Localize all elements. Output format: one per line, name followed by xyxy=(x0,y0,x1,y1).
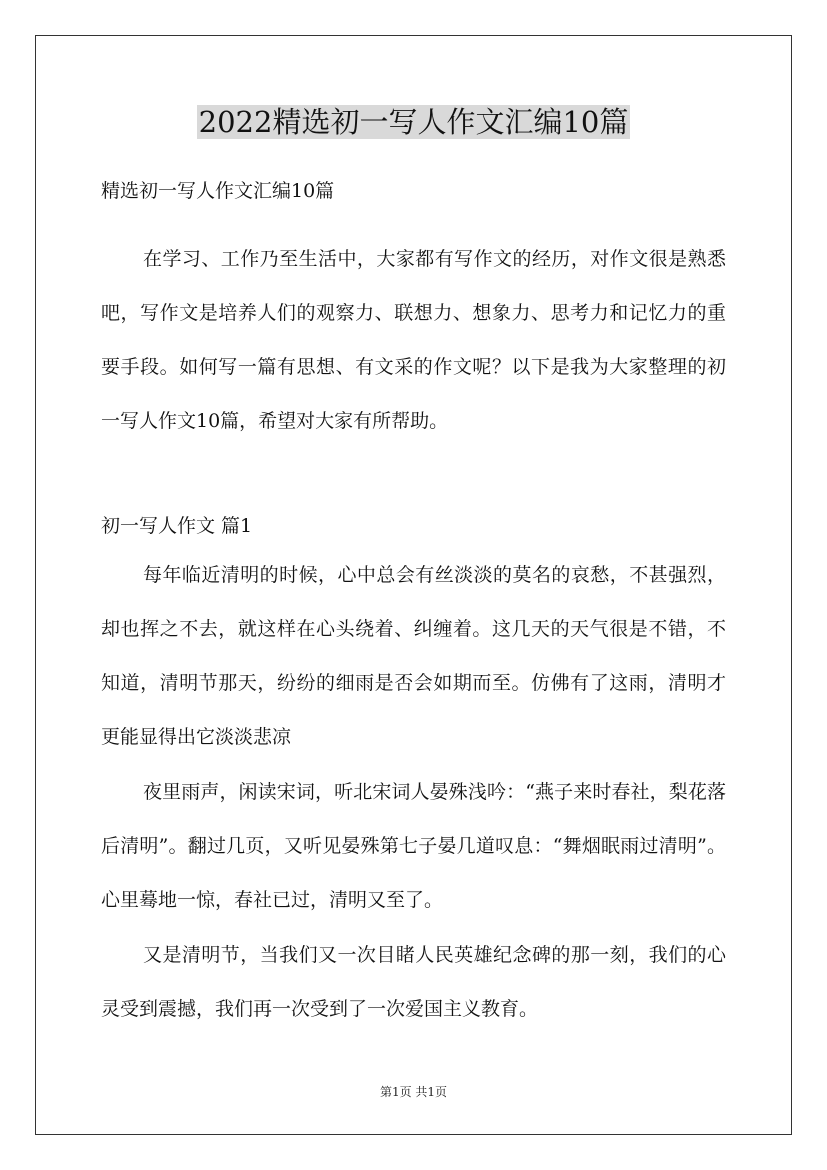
document-title-text: 2022精选初一写人作文汇编10篇 xyxy=(198,105,629,139)
body-paragraph-2: 夜里雨声，闲读宋词，听北宋词人晏殊浅吟：“燕子来时春社，梨花落后清明”。翻过几页，又听见晏殊第七子晏几道叹息：“舞烟眠雨过清明”。心里蓦地一惊，春社已过，清明又至了。 xyxy=(101,781,726,911)
body-paragraph-1: 每年临近清明的时候，心中总会有丝淡淡的莫名的哀愁，不甚强烈，却也挥之不去，就这样在心头绕着、纠缠着。这几天的天气很是不错，不知道，清明节那天，纷纷的细雨是否会如期而至。仿佛有了这雨，清明才更能显得出它淡淡悲凉 xyxy=(101,564,726,748)
intro-paragraph: 在学习、工作乃至生活中，大家都有写作文的经历，对作文很是熟悉吧，写作文是培养人们的观察力、联想力、想象力、思考力和记忆力的重要手段。如何写一篇有思想、有文采的作文呢？以下是我为大家整理的初一写人作文10篇，希望对大家有所帮助。 xyxy=(101,248,726,432)
document-title xyxy=(0,102,827,142)
section-heading: 初一写人作文 篇1 xyxy=(101,515,253,537)
body-paragraph-3: 又是清明节，当我们又一次目睹人民英雄纪念碑的那一刻，我们的心灵受到震撼，我们再一次受到了一次爱国主义教育。 xyxy=(101,944,726,1020)
document-body xyxy=(101,178,726,1036)
document-subtitle: 精选初一写人作文汇编10篇 xyxy=(101,180,335,202)
page-number-footer: 第1页 共1页 xyxy=(379,1085,448,1099)
